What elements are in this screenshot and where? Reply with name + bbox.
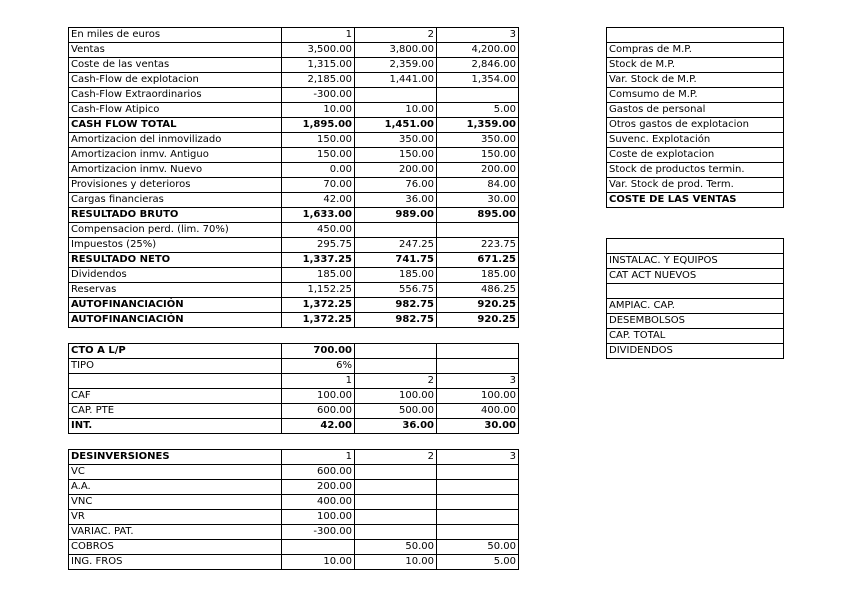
value-cell-year-2: 185.00 <box>355 268 437 283</box>
table-row <box>69 163 519 178</box>
row-label-cell: Cash-Flow de explotacion <box>69 73 282 88</box>
value-cell-year-3: 3 <box>437 374 519 389</box>
row-label-cell: CASH FLOW TOTAL <box>69 118 282 133</box>
value-cell-year-3: 400.00 <box>437 404 519 419</box>
value-cell-year-2: 982.75 <box>355 298 437 313</box>
value-cell-year-2 <box>355 223 437 238</box>
income-statement-table <box>68 27 519 328</box>
value-cell-year-3: 350.00 <box>437 133 519 148</box>
row-label-cell: Cash-Flow Atipico <box>69 103 282 118</box>
table-row <box>69 419 519 434</box>
table-row <box>607 314 784 329</box>
table-row <box>69 148 519 163</box>
value-cell-year-2: 76.00 <box>355 178 437 193</box>
value-cell-year-2: 36.00 <box>355 419 437 434</box>
long-term-credit-body <box>69 344 519 434</box>
value-cell-year-3 <box>437 465 519 480</box>
table-row <box>69 58 519 73</box>
value-cell-year-1: 1,152.25 <box>282 283 355 298</box>
row-label-cell: Suvenc. Explotación <box>607 133 784 148</box>
table-row <box>69 374 519 389</box>
row-label-cell: CAF <box>69 389 282 404</box>
value-cell-year-3: 30.00 <box>437 193 519 208</box>
value-cell-year-1: 200.00 <box>282 480 355 495</box>
table-row <box>69 118 519 133</box>
value-cell-year-1: 100.00 <box>282 389 355 404</box>
value-cell-year-2: 1,441.00 <box>355 73 437 88</box>
table-row <box>69 525 519 540</box>
table-row <box>69 480 519 495</box>
table-row <box>69 193 519 208</box>
divestments-table <box>68 449 519 570</box>
table-row <box>607 103 784 118</box>
table-row <box>69 103 519 118</box>
row-label-cell <box>607 284 784 299</box>
value-cell-year-1: 1 <box>282 374 355 389</box>
row-label-cell: Stock de productos termin. <box>607 163 784 178</box>
table-row <box>607 178 784 193</box>
row-label-cell: Ventas <box>69 43 282 58</box>
value-cell-year-3: 100.00 <box>437 389 519 404</box>
value-cell-year-3 <box>437 223 519 238</box>
value-cell-year-3: 150.00 <box>437 148 519 163</box>
row-label-cell: DESINVERSIONES <box>69 450 282 465</box>
table-row <box>607 299 784 314</box>
row-label-cell: Coste de las ventas <box>69 58 282 73</box>
row-label-cell: VC <box>69 465 282 480</box>
table-row <box>69 178 519 193</box>
table-row <box>607 73 784 88</box>
value-cell-year-2: 2 <box>355 28 437 43</box>
value-cell-year-2: 150.00 <box>355 148 437 163</box>
value-cell-year-3: 3 <box>437 28 519 43</box>
divestments-body <box>69 450 519 570</box>
row-label-cell: Gastos de personal <box>607 103 784 118</box>
row-label-cell: Provisiones y deterioros <box>69 178 282 193</box>
value-cell-year-2: 350.00 <box>355 133 437 148</box>
value-cell-year-3: 30.00 <box>437 419 519 434</box>
table-row <box>607 254 784 269</box>
row-label-cell: Comsumo de M.P. <box>607 88 784 103</box>
row-label-cell: RESULTADO NETO <box>69 253 282 268</box>
value-cell-year-1: 6% <box>282 359 355 374</box>
value-cell-year-1: 1 <box>282 28 355 43</box>
value-cell-year-3 <box>437 495 519 510</box>
value-cell-year-1: 600.00 <box>282 465 355 480</box>
value-cell-year-3 <box>437 88 519 103</box>
table-row <box>607 163 784 178</box>
value-cell-year-1: 1,895.00 <box>282 118 355 133</box>
table-row <box>607 118 784 133</box>
table-row <box>69 223 519 238</box>
value-cell-year-1: 1,633.00 <box>282 208 355 223</box>
value-cell-year-1: 1 <box>282 450 355 465</box>
table-row <box>607 344 784 359</box>
row-label-cell: CAT ACT NUEVOS <box>607 269 784 284</box>
row-label-cell: COSTE DE LAS VENTAS <box>607 193 784 208</box>
row-label-cell: A.A. <box>69 480 282 495</box>
value-cell-year-2 <box>355 510 437 525</box>
value-cell-year-2: 989.00 <box>355 208 437 223</box>
table-row <box>607 148 784 163</box>
value-cell-year-1: 0.00 <box>282 163 355 178</box>
value-cell-year-2: 36.00 <box>355 193 437 208</box>
value-cell-year-2: 1,451.00 <box>355 118 437 133</box>
table-row <box>607 193 784 208</box>
row-label-cell: DESEMBOLSOS <box>607 314 784 329</box>
table-row <box>607 88 784 103</box>
row-label-cell: CAP. TOTAL <box>607 329 784 344</box>
row-label-cell: Amortizacion del inmovilizado <box>69 133 282 148</box>
value-cell-year-2: 200.00 <box>355 163 437 178</box>
value-cell-year-1: 150.00 <box>282 133 355 148</box>
value-cell-year-1: 1,372.25 <box>282 313 355 328</box>
value-cell-year-1: 400.00 <box>282 495 355 510</box>
value-cell-year-1: 2,185.00 <box>282 73 355 88</box>
value-cell-year-2 <box>355 359 437 374</box>
table-row <box>607 133 784 148</box>
row-label-cell: AUTOFINANCIACIÓN <box>69 298 282 313</box>
table-row <box>69 238 519 253</box>
row-label-cell: CTO A L/P <box>69 344 282 359</box>
table-row <box>607 239 784 254</box>
cost-of-sales-table <box>606 27 784 208</box>
table-row <box>607 329 784 344</box>
table-row <box>69 555 519 570</box>
value-cell-year-2: 741.75 <box>355 253 437 268</box>
table-row <box>69 495 519 510</box>
equipment-body <box>607 239 784 284</box>
value-cell-year-2: 247.25 <box>355 238 437 253</box>
value-cell-year-3: 50.00 <box>437 540 519 555</box>
value-cell-year-1: -300.00 <box>282 88 355 103</box>
row-label-cell: Coste de explotacion <box>607 148 784 163</box>
value-cell-year-1: 100.00 <box>282 510 355 525</box>
row-label-cell: Amortizacion inmv. Nuevo <box>69 163 282 178</box>
row-label-cell: VNC <box>69 495 282 510</box>
row-label-cell: Otros gastos de explotacion <box>607 118 784 133</box>
value-cell-year-3 <box>437 359 519 374</box>
value-cell-year-2 <box>355 525 437 540</box>
row-label-cell: Var. Stock de M.P. <box>607 73 784 88</box>
value-cell-year-3: 1,354.00 <box>437 73 519 88</box>
row-label-cell: Reservas <box>69 283 282 298</box>
value-cell-year-3: 671.25 <box>437 253 519 268</box>
value-cell-year-2: 2 <box>355 374 437 389</box>
value-cell-year-3: 3 <box>437 450 519 465</box>
value-cell-year-1: 450.00 <box>282 223 355 238</box>
value-cell-year-1: 42.00 <box>282 193 355 208</box>
row-label-cell: INSTALAC. Y EQUIPOS <box>607 254 784 269</box>
row-label-cell: AMPIAC. CAP. <box>607 299 784 314</box>
value-cell-year-1: 600.00 <box>282 404 355 419</box>
table-row <box>69 28 519 43</box>
row-label-cell: Cargas financieras <box>69 193 282 208</box>
value-cell-year-2 <box>355 88 437 103</box>
value-cell-year-2: 100.00 <box>355 389 437 404</box>
table-row <box>69 404 519 419</box>
value-cell-year-1: 185.00 <box>282 268 355 283</box>
value-cell-year-2 <box>355 465 437 480</box>
row-label-cell: Cash-Flow Extraordinarios <box>69 88 282 103</box>
table-row <box>69 359 519 374</box>
value-cell-year-2: 10.00 <box>355 103 437 118</box>
value-cell-year-2 <box>355 344 437 359</box>
value-cell-year-1: 1,337.25 <box>282 253 355 268</box>
row-label-cell: Amortizacion inmv. Antiguo <box>69 148 282 163</box>
value-cell-year-2: 500.00 <box>355 404 437 419</box>
table-row <box>69 450 519 465</box>
value-cell-year-2: 50.00 <box>355 540 437 555</box>
row-label-cell: Dividendos <box>69 268 282 283</box>
row-label-cell: RESULTADO BRUTO <box>69 208 282 223</box>
value-cell-year-1: 700.00 <box>282 344 355 359</box>
value-cell-year-3 <box>437 510 519 525</box>
table-row <box>69 133 519 148</box>
value-cell-year-2: 2 <box>355 450 437 465</box>
row-label-cell: Var. Stock de prod. Term. <box>607 178 784 193</box>
value-cell-year-1: 70.00 <box>282 178 355 193</box>
row-label-cell: INT. <box>69 419 282 434</box>
value-cell-year-1: 1,372.25 <box>282 298 355 313</box>
value-cell-year-3: 5.00 <box>437 555 519 570</box>
table-row <box>69 313 519 328</box>
table-row <box>69 43 519 58</box>
table-row <box>69 88 519 103</box>
table-row <box>607 43 784 58</box>
row-label-cell <box>607 239 784 254</box>
table-row <box>69 253 519 268</box>
value-cell-year-3: 920.25 <box>437 298 519 313</box>
table-row <box>607 58 784 73</box>
table-row <box>607 28 784 43</box>
value-cell-year-3: 185.00 <box>437 268 519 283</box>
value-cell-year-2: 3,800.00 <box>355 43 437 58</box>
value-cell-year-3 <box>437 525 519 540</box>
table-row <box>69 73 519 88</box>
value-cell-year-3 <box>437 344 519 359</box>
table-row <box>69 344 519 359</box>
long-term-credit-table <box>68 343 519 434</box>
table-row <box>69 298 519 313</box>
value-cell-year-2: 982.75 <box>355 313 437 328</box>
row-label-cell <box>607 28 784 43</box>
row-label-cell: TIPO <box>69 359 282 374</box>
table-row <box>69 465 519 480</box>
value-cell-year-1: 3,500.00 <box>282 43 355 58</box>
value-cell-year-1: 42.00 <box>282 419 355 434</box>
table-row <box>69 510 519 525</box>
row-label-cell: VR <box>69 510 282 525</box>
table-row <box>69 208 519 223</box>
value-cell-year-1: 10.00 <box>282 555 355 570</box>
table-row <box>69 389 519 404</box>
table-row <box>607 269 784 284</box>
capital-body <box>607 284 784 359</box>
table-row <box>69 283 519 298</box>
value-cell-year-2: 556.75 <box>355 283 437 298</box>
row-label-cell: Compensacion perd. (lim. 70%) <box>69 223 282 238</box>
value-cell-year-1: 150.00 <box>282 148 355 163</box>
row-label-cell: En miles de euros <box>69 28 282 43</box>
value-cell-year-3: 200.00 <box>437 163 519 178</box>
row-label-cell: Impuestos (25%) <box>69 238 282 253</box>
row-label-cell: ING. FROS <box>69 555 282 570</box>
value-cell-year-3: 1,359.00 <box>437 118 519 133</box>
table-row <box>69 540 519 555</box>
value-cell-year-3 <box>437 480 519 495</box>
value-cell-year-1: -300.00 <box>282 525 355 540</box>
row-label-cell: Compras de M.P. <box>607 43 784 58</box>
value-cell-year-1: 295.75 <box>282 238 355 253</box>
table-row <box>607 284 784 299</box>
row-label-cell: DIVIDENDOS <box>607 344 784 359</box>
capital-table <box>606 283 784 359</box>
income-statement-body <box>69 28 519 328</box>
value-cell-year-3: 4,200.00 <box>437 43 519 58</box>
value-cell-year-3: 84.00 <box>437 178 519 193</box>
table-row <box>69 268 519 283</box>
value-cell-year-3: 486.25 <box>437 283 519 298</box>
row-label-cell: Stock de M.P. <box>607 58 784 73</box>
value-cell-year-2: 2,359.00 <box>355 58 437 73</box>
cost-of-sales-body <box>607 28 784 208</box>
value-cell-year-3: 920.25 <box>437 313 519 328</box>
row-label-cell: VARIAC. PAT. <box>69 525 282 540</box>
value-cell-year-1: 1,315.00 <box>282 58 355 73</box>
equipment-table <box>606 238 784 284</box>
value-cell-year-3: 2,846.00 <box>437 58 519 73</box>
value-cell-year-1: 10.00 <box>282 103 355 118</box>
row-label-cell <box>69 374 282 389</box>
value-cell-year-1 <box>282 540 355 555</box>
row-label-cell: AUTOFINANCIACIÓN <box>69 313 282 328</box>
value-cell-year-3: 223.75 <box>437 238 519 253</box>
row-label-cell: COBROS <box>69 540 282 555</box>
value-cell-year-2 <box>355 495 437 510</box>
value-cell-year-3: 895.00 <box>437 208 519 223</box>
value-cell-year-3: 5.00 <box>437 103 519 118</box>
value-cell-year-2 <box>355 480 437 495</box>
row-label-cell: CAP. PTE <box>69 404 282 419</box>
value-cell-year-2: 10.00 <box>355 555 437 570</box>
